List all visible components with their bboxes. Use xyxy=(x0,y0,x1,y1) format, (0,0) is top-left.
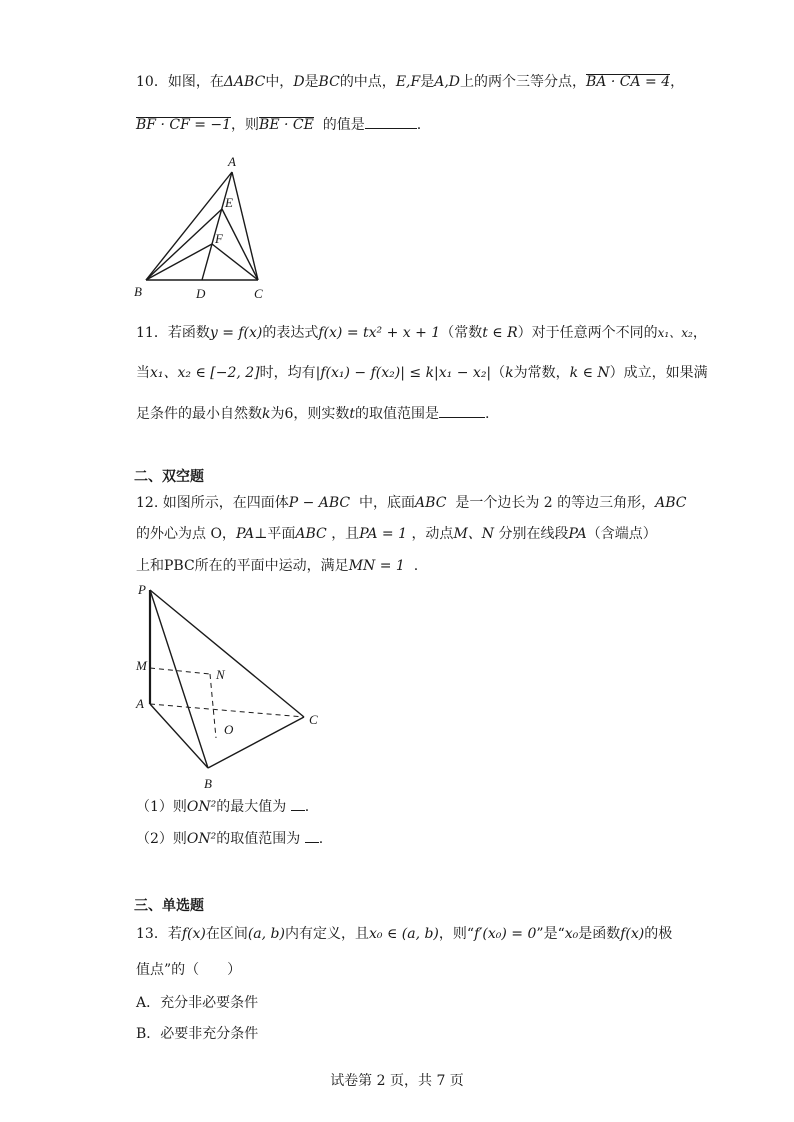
q10-dot-product-be-ce: BE · CE xyxy=(259,117,314,133)
q11-text: 足条件的最小自然数 xyxy=(136,406,262,422)
segment-no xyxy=(210,674,216,738)
q12-tetrahedron: P − ABC xyxy=(288,495,351,511)
q13-text: 13．若 xyxy=(136,926,182,942)
q11-text: ）成立，如果满 xyxy=(609,365,708,381)
q12-on-squared: ON² xyxy=(186,799,217,815)
q13-text: ，则“ xyxy=(438,926,475,942)
edge-pc xyxy=(150,590,304,717)
label-c: C xyxy=(309,712,318,727)
q11-text: （常数 xyxy=(440,325,483,341)
q12-text: ，且 xyxy=(331,526,360,542)
q13-text: 内有定义，且 xyxy=(284,926,369,942)
q12-points-mn: M、N xyxy=(453,526,495,542)
edge-ca xyxy=(232,172,258,280)
q13-x0: x₀ xyxy=(564,926,579,942)
q10-triangle: ΔABC xyxy=(223,74,266,90)
q10-text: 中， xyxy=(265,74,294,90)
q10-dot-product-bf-cf: BF · CF = −1 xyxy=(136,117,232,133)
q11-text: 为6，则实数 xyxy=(270,406,350,422)
q12-line3 xyxy=(136,556,418,576)
q12-pa: PA xyxy=(235,526,255,542)
q11-k: k xyxy=(505,365,514,381)
q12-tetrahedron-figure xyxy=(130,578,330,796)
q11-expression: f(x) = tx² + x + 1 xyxy=(318,325,441,341)
q13-derivative-zero: f′(x₀) = 0 xyxy=(474,926,537,942)
q12-text: 的最大值为 xyxy=(216,799,287,815)
q10-dot-product-ba-ca: BA · CA = 4 xyxy=(586,74,671,90)
q12-mn-length: MN = 1 xyxy=(348,558,405,574)
q13-x0-membership: x₀ ∈ (a, b) xyxy=(368,926,439,942)
q12-text: （1）则 xyxy=(136,799,187,815)
q12-sub2 xyxy=(136,828,323,849)
q12-text: ，动点 xyxy=(411,526,454,542)
q13-text: 的极 xyxy=(644,926,673,942)
q13-function: f(x) xyxy=(181,926,206,942)
q13-option-a[interactable]: A．充分非必要条件 xyxy=(136,995,259,1011)
q12-text: 分别在线段 xyxy=(498,526,569,542)
q11-line3 xyxy=(136,403,490,424)
label-p: P xyxy=(138,582,146,597)
section-heading-single-choice: 三、单选题 xyxy=(134,898,204,914)
q11-text: ， xyxy=(692,325,707,341)
q10-point-d: D xyxy=(293,74,305,90)
q12-answer-blank-2[interactable] xyxy=(305,828,319,843)
q11-text: 为常数， xyxy=(513,365,570,381)
q10-answer-blank[interactable] xyxy=(365,114,417,129)
q12-line1 xyxy=(136,493,687,513)
q11-text: 的表达式 xyxy=(262,325,319,341)
q11-text: . xyxy=(485,406,490,422)
q11-text: ）对于任意两个不同的 xyxy=(517,325,658,341)
q11-line2 xyxy=(136,363,708,383)
label-b: B xyxy=(134,284,142,299)
q12-answer-blank-1[interactable] xyxy=(291,796,305,811)
q11-inequality: |f(x₁) − f(x₂)| ≤ k|x₁ − x₂| xyxy=(315,365,492,381)
segment-ce xyxy=(222,209,258,280)
label-e: E xyxy=(225,195,233,210)
q13-text: ”是“ xyxy=(536,926,565,942)
page-footer: 试卷第 2 页，共 7 页 xyxy=(330,1073,464,1089)
q10-text: . xyxy=(416,117,422,133)
q13-line1 xyxy=(136,924,672,944)
q12-text: 12. 如图所示，在四面体 xyxy=(136,495,289,511)
q10-text: 的中点， xyxy=(339,74,396,90)
q11-text: 当 xyxy=(136,365,150,381)
q11-answer-blank[interactable] xyxy=(439,403,485,418)
edge-ab xyxy=(146,172,232,280)
q12-text: 的外心为点 O， xyxy=(136,526,236,542)
label-d: D xyxy=(196,286,206,301)
label-a: A xyxy=(136,696,144,711)
q12-text: 的取值范围为 xyxy=(216,831,301,847)
q10-segment-bc: BC xyxy=(318,74,340,90)
q11-t-real: t ∈ R xyxy=(482,325,518,341)
label-b: B xyxy=(204,776,212,791)
q12-text: ⊥平面 xyxy=(254,526,296,542)
median-ad xyxy=(202,172,232,280)
q11-x1-x2: x₁、x₂ xyxy=(657,326,693,340)
q13-interval: (a, b) xyxy=(247,926,285,942)
q12-line2 xyxy=(136,524,657,544)
q12-text: . xyxy=(304,799,310,815)
q10-line1 xyxy=(136,72,684,92)
label-c: C xyxy=(254,286,263,301)
q11-text: 11．若函数 xyxy=(136,325,210,341)
q13-text: 是函数 xyxy=(578,926,621,942)
label-a: A xyxy=(228,154,236,169)
label-f: F xyxy=(215,231,223,246)
q11-function: y = f(x) xyxy=(209,325,263,341)
q10-text: 是 xyxy=(304,74,319,90)
label-n: N xyxy=(216,667,225,682)
q13-line2: 值点”的（ ） xyxy=(136,962,242,978)
q12-text: . xyxy=(318,831,324,847)
q13-text: 在区间 xyxy=(205,926,248,942)
q12-text: . xyxy=(413,558,419,574)
q12-base: ABC xyxy=(415,495,447,511)
q13-function: f(x) xyxy=(620,926,645,942)
q11-text: （ xyxy=(491,365,506,381)
q12-text: 是一个边长为 2 的等边三角形， xyxy=(455,495,656,511)
q12-text: PBC所在的平面中运动，满足 xyxy=(164,558,349,574)
q12-on-squared: ON² xyxy=(186,831,217,847)
label-m: M xyxy=(136,658,147,673)
edge-ab xyxy=(150,704,208,768)
q12-text: 上和 xyxy=(136,558,164,574)
q12-text: 中，底面 xyxy=(359,495,416,511)
q10-text: 的值是 xyxy=(322,117,365,133)
q11-text: 时，均有 xyxy=(259,365,316,381)
q10-text: 上的两个三等分点， xyxy=(460,74,586,90)
q10-points-ef: E,F xyxy=(395,74,421,90)
q11-t: t xyxy=(349,406,356,422)
q10-line2 xyxy=(136,114,421,135)
q11-line1 xyxy=(136,323,707,343)
segment-mn xyxy=(150,668,210,674)
q10-text: ，则 xyxy=(231,117,260,133)
q10-text: 10．如图，在 xyxy=(136,74,224,90)
q12-plane-abc: ABC xyxy=(295,526,327,542)
q11-k-natural: k ∈ N xyxy=(569,365,610,381)
q12-segment-pa: PA xyxy=(568,526,587,542)
q12-pa-length: PA = 1 xyxy=(359,526,407,542)
q10-triangle-figure xyxy=(128,152,278,302)
edge-ac-hidden xyxy=(150,704,304,717)
q11-k: k xyxy=(262,406,271,422)
q11-text: 的取值范围是 xyxy=(355,406,440,422)
edge-bc xyxy=(208,717,304,768)
q12-text: （2）则 xyxy=(136,831,187,847)
q10-segment-ad: A,D xyxy=(434,74,460,90)
q12-text: （含端点） xyxy=(586,526,657,542)
section-heading-double-blank: 二、双空题 xyxy=(134,469,204,485)
q11-domain: x₁、x₂ ∈ [−2, 2] xyxy=(150,365,260,381)
q10-text: 是 xyxy=(420,74,435,90)
q10-text: ， xyxy=(670,74,685,90)
q13-option-b[interactable]: B．必要非充分条件 xyxy=(136,1026,259,1042)
label-o: O xyxy=(224,722,234,737)
q12-sub1 xyxy=(136,796,309,817)
q12-triangle-abc: ABC xyxy=(655,495,687,511)
edge-pb xyxy=(150,590,208,768)
